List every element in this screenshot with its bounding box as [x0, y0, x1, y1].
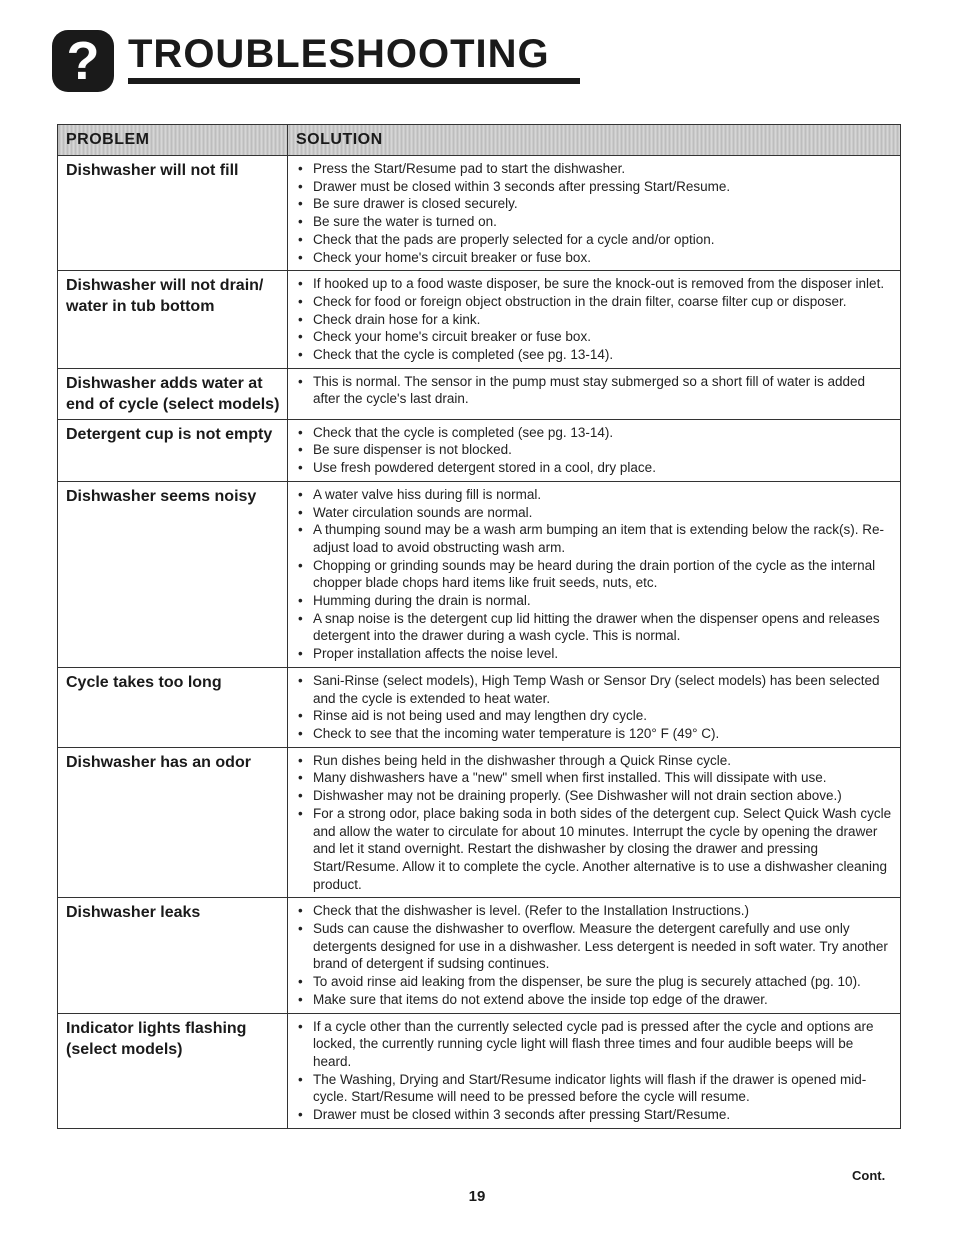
problem-cell: Dishwasher leaks [58, 898, 288, 1013]
solution-list [296, 486, 894, 663]
table-row [58, 898, 901, 1013]
continued-label: Cont. [852, 1168, 886, 1183]
problem-cell: Dishwasher seems noisy [58, 481, 288, 667]
solution-item: • Drawer must be closed within 3 seconds after pressing Start/Resume. [296, 1106, 894, 1124]
solution-list [296, 752, 894, 894]
solution-item: • A water valve hiss during fill is normal. [296, 486, 894, 504]
solution-list [296, 902, 894, 1008]
solution-list [296, 424, 894, 477]
solution-cell [288, 898, 901, 1013]
solution-item: • If a cycle other than the currently selected cycle pad is pressed after the cycle and options are locked, the currently running cycle light will flash three times and four audible beeps will be heard. [296, 1018, 894, 1071]
table-body [58, 156, 901, 1129]
question-mark-icon: ? [52, 30, 114, 92]
solution-item: • Check that the dishwasher is level. (Refer to the Installation Instructions.) [296, 902, 894, 920]
solution-cell [288, 667, 901, 747]
solution-item: • Suds can cause the dishwasher to overflow. Measure the detergent carefully and use only detergents designed for use in a dishwasher. Less detergent is needed in soft water. Try another brand of detergent if sudsing continues. [296, 920, 894, 973]
problem-column-header: PROBLEM [58, 125, 288, 156]
solution-item: • If hooked up to a food waste disposer, be sure the knock-out is removed from the disposer inlet. [296, 275, 894, 293]
solution-item: • Check your home's circuit breaker or fuse box. [296, 249, 894, 267]
solution-item: • Rinse aid is not being used and may lengthen dry cycle. [296, 707, 894, 725]
solution-item: • Use fresh powdered detergent stored in a cool, dry place. [296, 459, 894, 477]
solution-item: • This is normal. The sensor in the pump must stay submerged so a short fill of water is added after the cycle's last drain. [296, 373, 894, 408]
troubleshooting-table [57, 124, 901, 1129]
solution-item: • Humming during the drain is normal. [296, 592, 894, 610]
problem-cell: Dishwasher will not fill [58, 156, 288, 271]
table-row [58, 156, 901, 271]
solution-item: • Chopping or grinding sounds may be heard during the drain portion of the cycle as the internal chopper blade chops hard items like fruit seeds, nuts, etc. [296, 557, 894, 592]
solution-item: • Press the Start/Resume pad to start the dishwasher. [296, 160, 894, 178]
solution-column-header: SOLUTION [288, 125, 901, 156]
page-title: TROUBLESHOOTING [128, 32, 550, 76]
problem-cell: Indicator lights flashing (select models) [58, 1013, 288, 1128]
table-header-row [58, 125, 901, 156]
page-header [52, 28, 550, 94]
solution-item: • Be sure the water is turned on. [296, 213, 894, 231]
solution-item: • For a strong odor, place baking soda in both sides of the detergent cup. Select Quick Wash cycle and allow the water to circulate for about 10 minutes. Interrupt the cycle by opening the drawer and let it stand overnight. Restart the dishwasher by closing the drawer and pressing Start/Resume. Allow it to complete the cycle. Another alternative is to use a dishwasher cleaning product. [296, 805, 894, 894]
solution-list [296, 1018, 894, 1124]
solution-item: • Check that the cycle is completed (see pg. 13-14). [296, 424, 894, 442]
solution-item: • Check to see that the incoming water temperature is 120° F (49° C). [296, 725, 894, 743]
solution-item: • Sani-Rinse (select models), High Temp Wash or Sensor Dry (select models) has been selected and the cycle is extended to heat water. [296, 672, 894, 707]
solution-list [296, 160, 894, 266]
solution-item: • Check for food or foreign object obstruction in the drain filter, coarse filter cup or disposer. [296, 293, 894, 311]
table-row [58, 481, 901, 667]
solution-item: • Make sure that items do not extend above the inside top edge of the drawer. [296, 991, 894, 1009]
title-underline [128, 78, 580, 84]
solution-cell [288, 368, 901, 419]
solution-item: • The Washing, Drying and Start/Resume indicator lights will flash if the drawer is opened mid-cycle. Start/Resume will need to be pressed before the cycle will resume. [296, 1071, 894, 1106]
solution-cell [288, 419, 901, 481]
problem-cell: Dishwasher will not drain/ water in tub bottom [58, 271, 288, 369]
solution-cell [288, 747, 901, 898]
solution-cell [288, 156, 901, 271]
solution-item: • A thumping sound may be a wash arm bumping an item that is extending below the rack(s). Re-adjust load to avoid obstructing wash arm. [296, 521, 894, 556]
solution-item: • Run dishes being held in the dishwasher through a Quick Rinse cycle. [296, 752, 894, 770]
solution-item: • To avoid rinse aid leaking from the dispenser, be sure the plug is securely attached (pg. 10). [296, 973, 894, 991]
solution-item: • Check your home's circuit breaker or fuse box. [296, 328, 894, 346]
solution-cell [288, 481, 901, 667]
solution-item: • Drawer must be closed within 3 seconds after pressing Start/Resume. [296, 178, 894, 196]
table-row [58, 419, 901, 481]
table-row [58, 368, 901, 419]
solution-item: • Dishwasher may not be draining properly. (See Dishwasher will not drain section above.) [296, 787, 894, 805]
problem-cell: Cycle takes too long [58, 667, 288, 747]
problem-cell: Detergent cup is not empty [58, 419, 288, 481]
problem-cell: Dishwasher has an odor [58, 747, 288, 898]
table-row [58, 667, 901, 747]
problem-cell: Dishwasher adds water at end of cycle (select models) [58, 368, 288, 419]
solution-cell [288, 1013, 901, 1128]
solution-item: • Check that the pads are properly selected for a cycle and/or option. [296, 231, 894, 249]
solution-item: • Be sure drawer is closed securely. [296, 195, 894, 213]
solution-list [296, 672, 894, 743]
solution-cell [288, 271, 901, 369]
solution-item: • Proper installation affects the noise level. [296, 645, 894, 663]
solution-item: • Water circulation sounds are normal. [296, 504, 894, 522]
table-row [58, 747, 901, 898]
solution-item: • A snap noise is the detergent cup lid hitting the drawer when the dispenser opens and releases detergent into the drawer during a wash cycle. This is normal. [296, 610, 894, 645]
solution-item: • Check drain hose for a kink. [296, 311, 894, 329]
table-row [58, 1013, 901, 1128]
solution-list [296, 373, 894, 408]
table-row [58, 271, 901, 369]
solution-list [296, 275, 894, 364]
solution-item: • Many dishwashers have a "new" smell when first installed. This will dissipate with use. [296, 769, 894, 787]
page-number: 19 [468, 1188, 486, 1205]
solution-item: • Be sure dispenser is not blocked. [296, 441, 894, 459]
solution-item: • Check that the cycle is completed (see pg. 13-14). [296, 346, 894, 364]
